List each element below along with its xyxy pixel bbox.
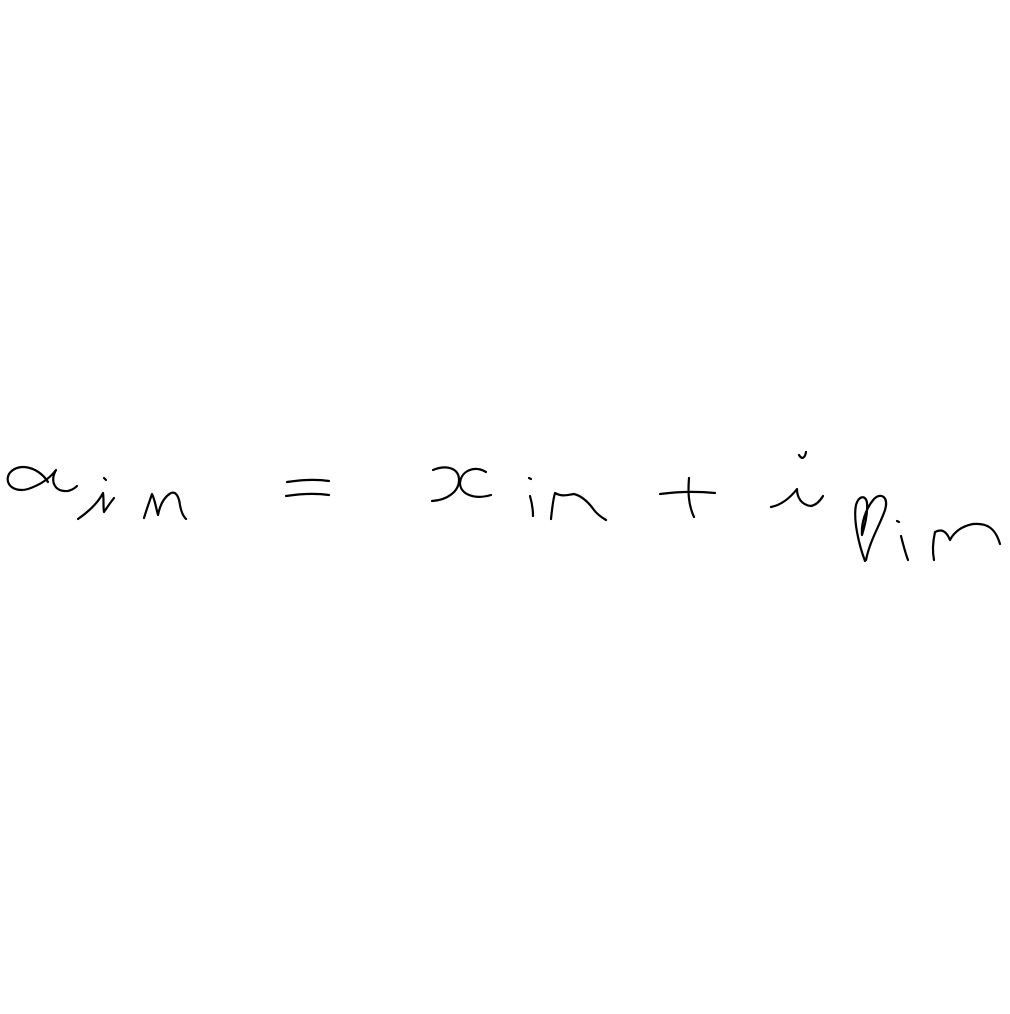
glyph-x-stroke-2 <box>460 469 491 497</box>
glyph-x-stroke-1 <box>432 467 459 501</box>
glyph-plus-vertical <box>689 478 694 517</box>
glyph-equals-top <box>287 480 329 482</box>
glyph-i-1-dot <box>104 478 106 480</box>
glyph-m-3 <box>933 524 1000 560</box>
glyph-i-3-dot <box>799 452 806 458</box>
glyph-m-2 <box>551 493 606 520</box>
glyph-i-2 <box>530 496 533 516</box>
glyph-m-1 <box>144 493 186 519</box>
glyph-i-4 <box>901 536 908 560</box>
glyph-i-1 <box>78 493 114 519</box>
glyph-equals-bottom <box>286 494 329 496</box>
glyph-i-4-dot <box>897 521 899 522</box>
glyph-plus-horizontal <box>660 492 715 494</box>
glyph-i-2-dot <box>529 478 531 479</box>
glyph-i-3 <box>771 489 823 507</box>
glyph-alpha <box>8 467 77 491</box>
glyph-beta <box>855 496 886 561</box>
